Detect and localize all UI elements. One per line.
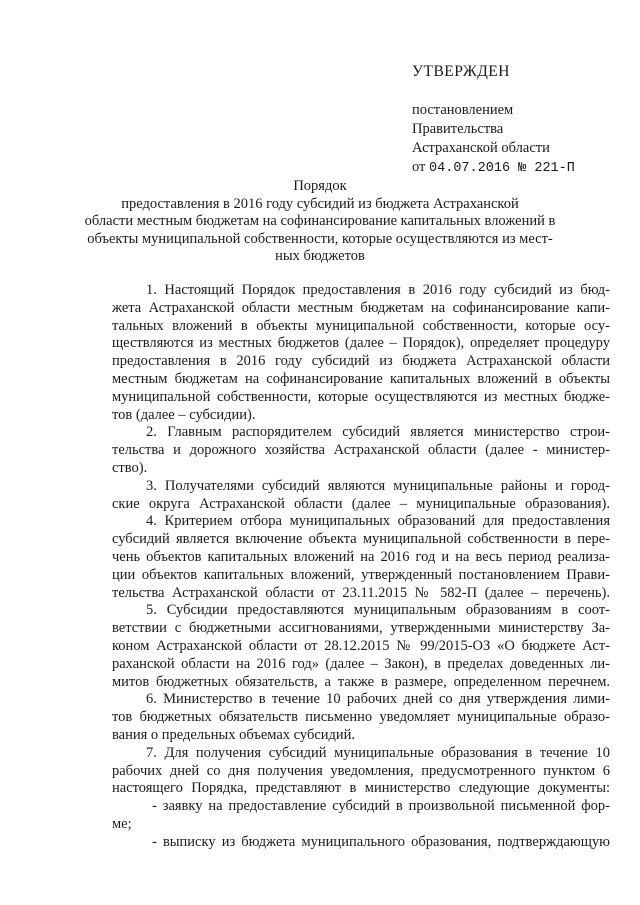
text-line: ские округа Астраханской области (далее – муниципальные образования). [112, 495, 610, 512]
text-line: жета Астраханской области местным бюджетам на софинансирование капи- [112, 299, 610, 316]
document-title [80, 178, 560, 266]
text-line: муниципальной собственности, которые осуществляются из местных бюдже- [112, 388, 610, 405]
text-line: тов (далее – субсидии). [112, 406, 256, 423]
text-line: тельства и дорожного хозяйства Астраханской области (далее - министер- [112, 442, 610, 459]
approval-line: Правительства [412, 121, 504, 137]
text-line: ществляются из местных бюджетов (далее – Порядок), определяет процедуру [112, 335, 610, 352]
text-line: 4. Критерием отбора муниципальных образований для предоставления [146, 513, 610, 530]
title-line: предоставления в 2016 году субсидий из бюджета Астраханской [121, 195, 519, 212]
title-line: ных бюджетов [275, 248, 365, 264]
text-line: тальных вложений в объекты муниципальной собственности, которые осу- [112, 317, 610, 334]
text-line: субсидий является включение объекта муниципальной собственности в пере- [112, 531, 610, 548]
text-line: ство). [112, 459, 148, 476]
approval-date-prefix: от [412, 159, 430, 175]
text-line: местным бюджетам на софинансирование капитальных вложений в объекты [112, 370, 610, 387]
approval-heading: УТВЕРЖДЕН [412, 63, 510, 80]
approval-number-sign: № [510, 161, 535, 176]
text-line: 5. Субсидии предоставляются муниципальным образованиям в соот- [146, 602, 610, 619]
text-line: рабочих дней со дня получения уведомления, предусмотренного пунктом 6 [112, 762, 610, 779]
text-line: коном Астраханской области от 28.12.2015 № 99/2015-ОЗ «О бюджете Аст- [112, 637, 610, 654]
text-line: 6. Министерство в течение 10 рабочих дней со дня утверждения лими- [146, 691, 610, 708]
approval-line: Астраханской области [412, 140, 550, 156]
text-line: ции объектов капитальных вложений, утвержденный постановлением Прави- [112, 566, 610, 583]
approval-date-line [412, 158, 575, 178]
text-line: 1. Настоящий Порядок предоставления в 2016 году субсидий из бюд- [146, 282, 610, 298]
text-line: настоящего Порядка, представляют в министерство следующие документы: [112, 780, 610, 797]
title-line: объекты муниципальной собственности, которые осуществляются из мест- [87, 230, 553, 247]
text-line: ветствии с бюджетными ассигнованиями, утвержденными министерству За- [112, 620, 610, 637]
text-line: чень объектов капитальных вложений на 2016 год и на весь период реализа- [112, 548, 610, 565]
approval-stamp [412, 62, 575, 178]
text-line: 7. Для получения субсидий муниципальные образования в течение 10 [146, 744, 610, 761]
title-line: области местным бюджетам на софинансирование капитальных вложений в [84, 213, 556, 229]
text-line: митов бюджетных обязательств, а также в размере, определенном перечнем. [112, 673, 610, 690]
document-body [112, 282, 610, 852]
text-line: 3. Получателями субсидий являются муниципальные районы и город- [146, 477, 610, 494]
approval-line: постановлением [412, 102, 514, 118]
text-line: тов бюджетных обязательств письменно уведомляет муниципальные образо- [112, 709, 610, 726]
text-line: раханской области на 2016 год» (далее – Закон), в пределах доведенных ли- [112, 655, 610, 672]
text-line: тельства Астраханской области от 23.11.2015 № 582-П (далее – перечень). [112, 584, 610, 601]
text-line: предоставления в 2016 году субсидий из бюджета Астраханской области [112, 353, 610, 370]
text-line: вания о предельных объемах субсидий. [112, 726, 356, 743]
title-line: Порядок [293, 178, 347, 194]
text-line: ме; [112, 815, 132, 832]
approval-number: 221-П [534, 161, 575, 176]
text-line: 2. Главным распорядителем субсидий является министерство строи- [146, 424, 610, 441]
text-line: - выписку из бюджета муниципального образования, подтверждающую [152, 833, 610, 850]
text-line: - заявку на предоставление субсидий в произвольной письменной фор- [152, 798, 610, 815]
approval-date: 04.07.2016 [429, 161, 511, 176]
